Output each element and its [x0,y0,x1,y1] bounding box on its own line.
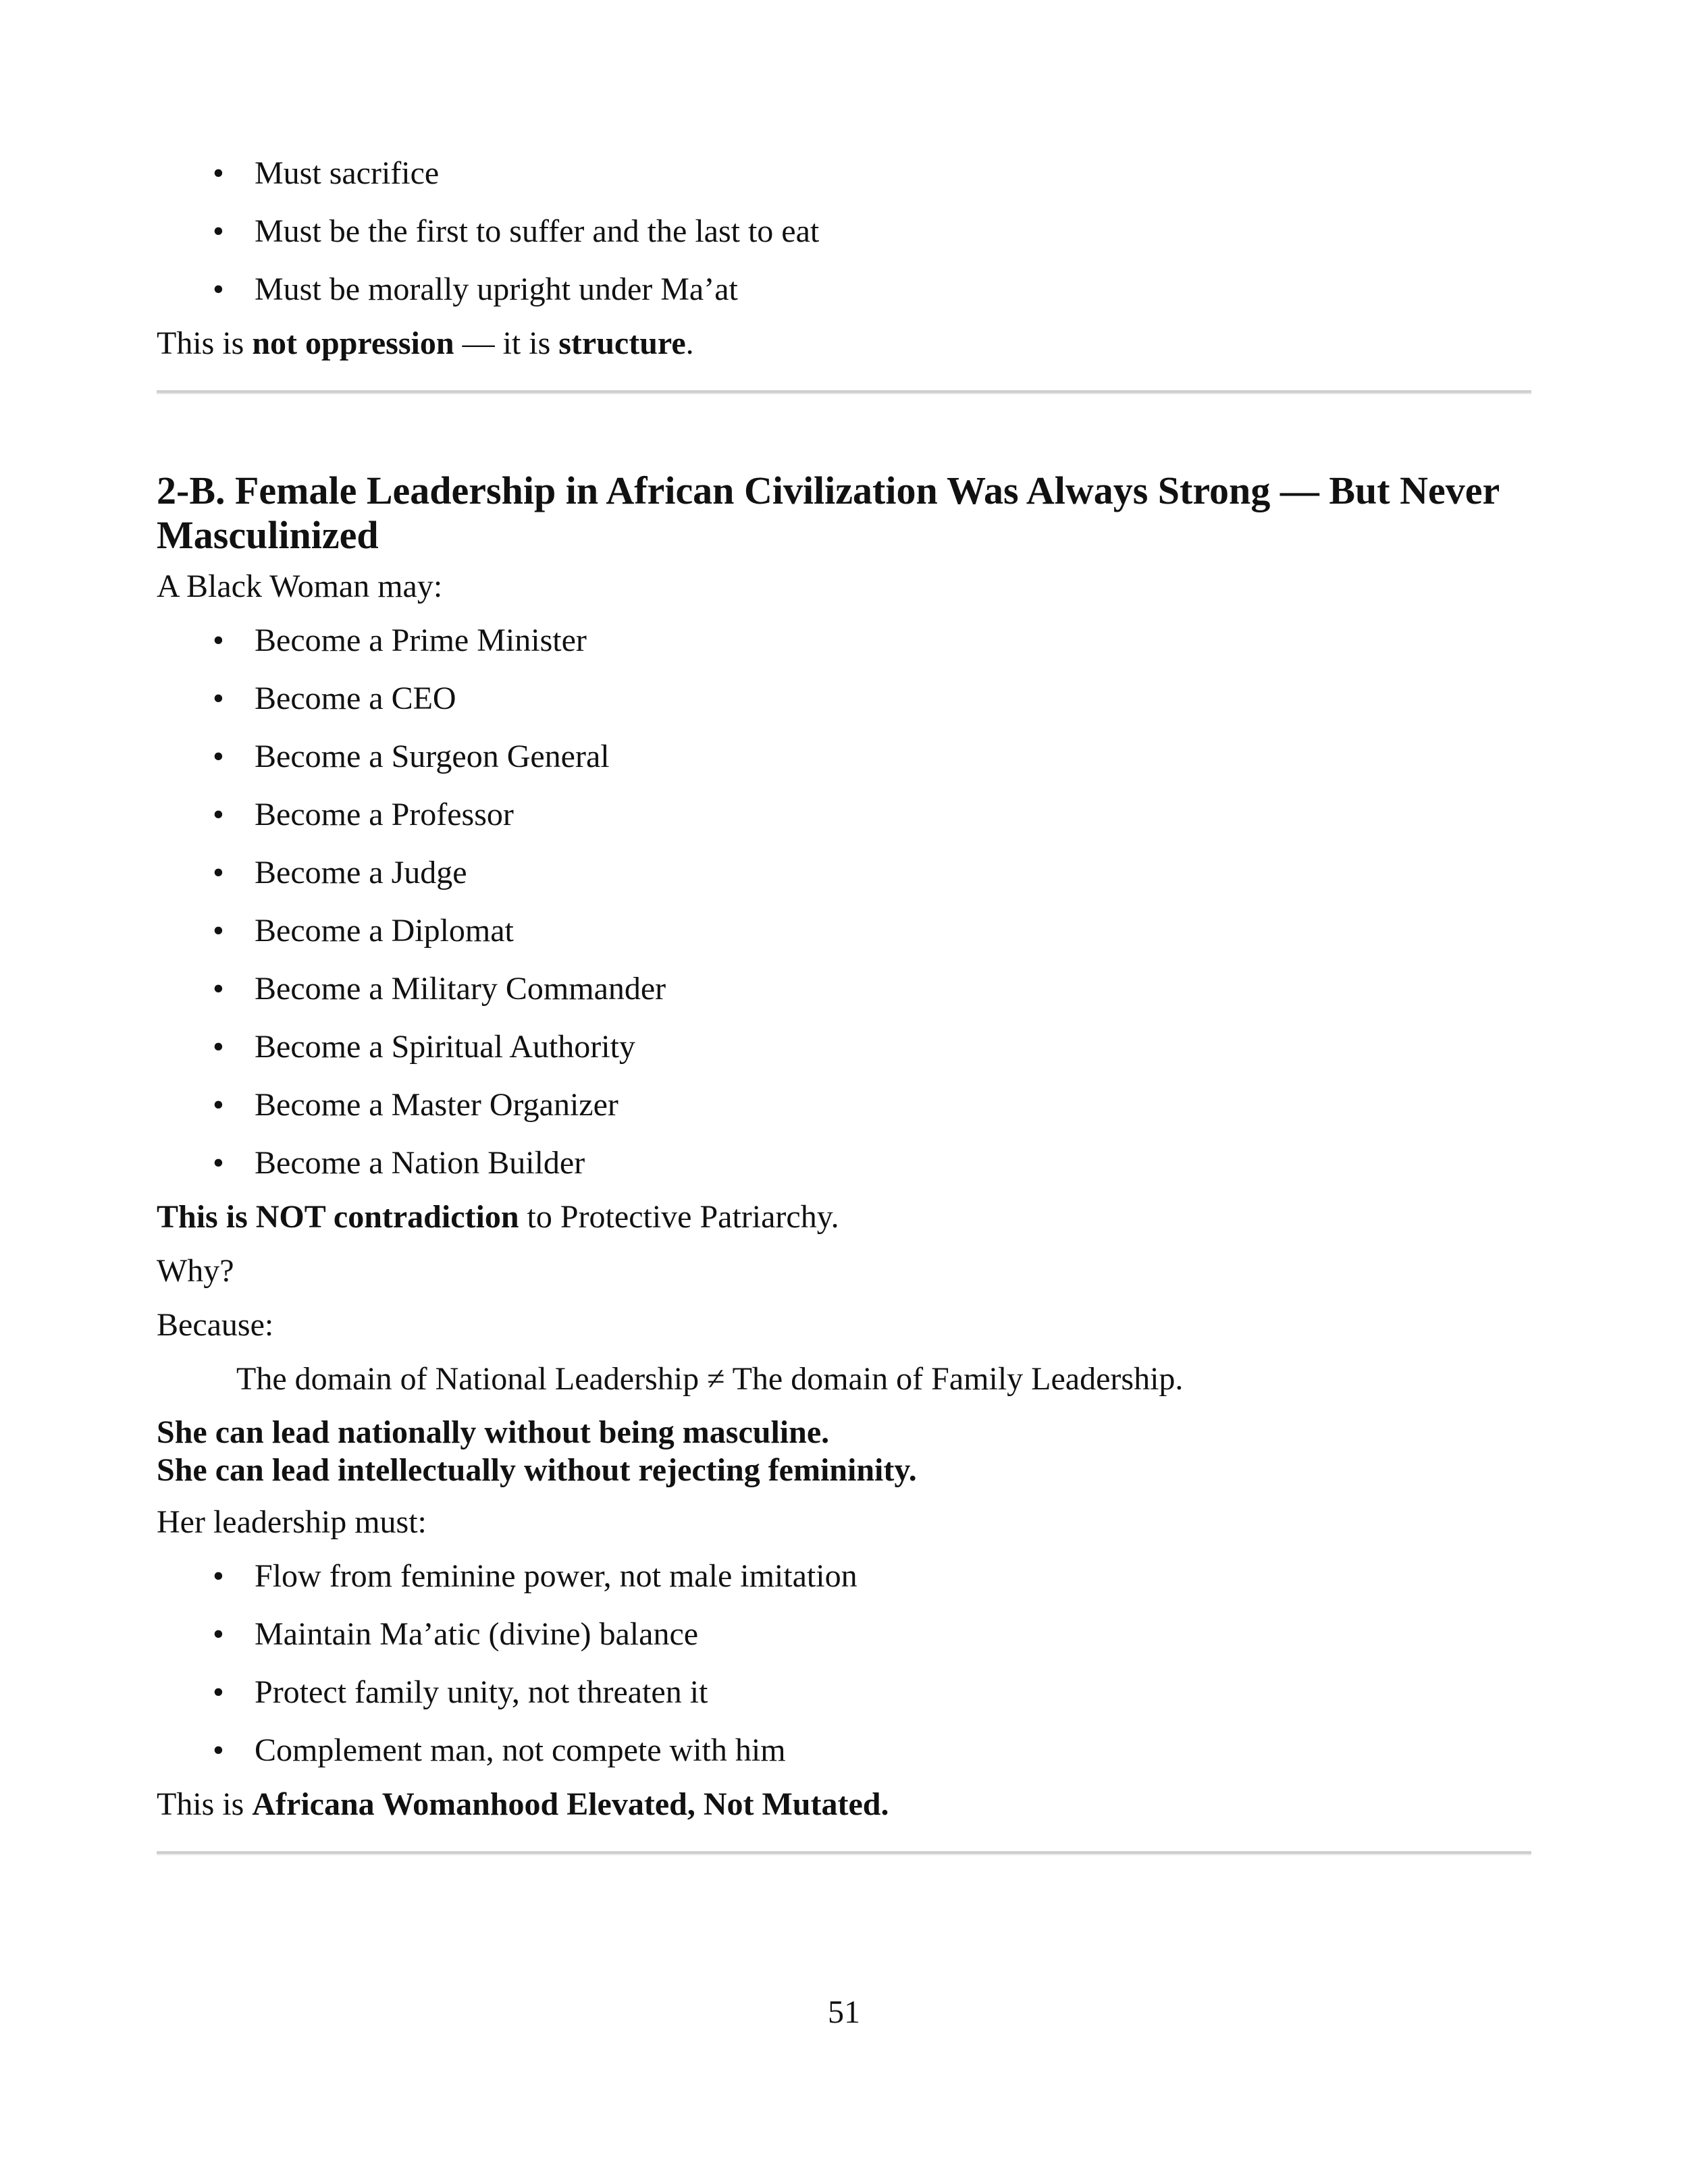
list-item [157,1086,1531,1125]
bullet-icon: • [213,1145,224,1181]
bullet-icon: • [213,739,224,774]
bullet-icon: • [213,1732,224,1768]
list-item-text: Become a Spiritual Authority [255,1029,635,1065]
list-item-text: Must be morally upright under Ma’at [255,271,738,307]
section-divider [157,1851,1531,1855]
why-line: Why? [157,1253,234,1289]
list-item-text: Become a Professor [255,797,514,832]
domain-statement: The domain of National Leadership ≠ The domain of Family Leadership. [236,1361,1184,1397]
statement-prefix: This is [157,325,253,361]
list-item-text: Become a Surgeon General [255,739,610,774]
list-item-text: Become a CEO [255,681,456,716]
section-intro: A Black Woman may: [157,568,443,604]
bullet-icon: • [213,213,224,249]
bullet-icon: • [213,971,224,1007]
bullet-icon: • [213,913,224,949]
list-item-text: Protect family unity, not threaten it [255,1674,708,1710]
because-line: Because: [157,1307,274,1343]
final-statement [157,1785,1531,1824]
roles-list [157,621,1531,1183]
bullet-icon: • [213,1029,224,1065]
list-item [157,1557,1531,1596]
list-item-text: Flow from feminine power, not male imitation [255,1558,858,1594]
statement-middle: — it is [454,325,559,361]
bullet-icon: • [213,855,224,890]
list-item [157,1028,1531,1067]
list-item-text: Become a Master Organizer [255,1087,618,1123]
bullet-icon: • [213,1616,224,1652]
contradiction-bold: This is NOT contradiction [157,1199,519,1235]
list-item [157,621,1531,660]
bold-statement-line: She can lead nationally without being masculine. [157,1414,830,1450]
must-list [157,1557,1531,1770]
list-item [157,1144,1531,1183]
list-item-text: Must sacrifice [255,155,440,191]
list-item [157,1731,1531,1770]
list-item-text: Become a Nation Builder [255,1145,585,1181]
list-item-text: Become a Military Commander [255,971,666,1007]
final-prefix: This is [157,1786,253,1822]
list-item-text: Become a Prime Minister [255,622,587,658]
contradiction-rest: to Protective Patriarchy. [519,1199,839,1235]
list-item [157,1615,1531,1654]
list-item-text: Complement man, not compete with him [255,1732,786,1768]
final-bold: Africana Womanhood Elevated, Not Mutated. [252,1786,889,1822]
section-divider [157,390,1531,394]
statement-suffix: . [685,325,694,361]
contradiction-statement [157,1198,1531,1237]
bullet-icon: • [213,1087,224,1123]
list-item-text: Must be the first to suffer and the last to eat [255,213,820,249]
list-item-text: Become a Diplomat [255,913,514,949]
list-item [157,212,1531,251]
statement-bold-oppression: not oppression [252,325,454,361]
section-heading: 2-B. Female Leadership in African Civilization Was Always Strong — But Never Masculinized [157,469,1500,557]
list-item [157,270,1531,309]
bold-statement-block [157,1414,1531,1489]
list-item [157,679,1531,718]
list-item [157,911,1531,951]
list-item [157,154,1531,193]
bullet-icon: • [213,681,224,716]
bullet-icon: • [213,1674,224,1710]
list-item [157,969,1531,1009]
must-intro: Her leadership must: [157,1504,427,1540]
statement-bold-structure: structure [558,325,686,361]
bullet-icon: • [213,622,224,658]
bullet-icon: • [213,155,224,191]
structure-statement [157,324,1531,363]
bullet-icon: • [213,1558,224,1594]
list-item [157,1673,1531,1712]
list-item [157,737,1531,776]
page-number: 51 [828,1994,860,2030]
bullet-icon: • [213,797,224,832]
bold-statement-line: She can lead intellectually without rejecting femininity. [157,1452,917,1488]
list-item-text: Become a Judge [255,855,467,890]
bullet-icon: • [213,271,224,307]
page-content [157,154,1531,1855]
top-bullet-list [157,154,1531,309]
list-item-text: Maintain Ma’atic (divine) balance [255,1616,699,1652]
list-item [157,795,1531,834]
list-item [157,853,1531,893]
